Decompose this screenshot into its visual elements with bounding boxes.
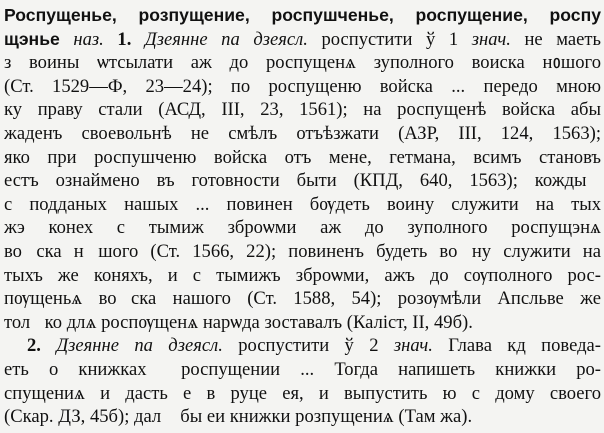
entry-text-line: толᷤко длѧ роспѹщенѧ нарѡда зоставалъ (Каліст, II, 49б). (4, 311, 473, 333)
sense-verb: роспустити (238, 335, 330, 357)
entry-text-line: ку праву стали (АСД, III, 23, 1561); на роспущенѣ войска абы (4, 99, 601, 121)
entry-text-line: пѹщеньѧ воᷤска нашого (Ст. 1588, 54); розѹмѣли Апсльве же (4, 288, 601, 310)
meaning-label: знач. (471, 28, 511, 50)
entry-text-line: (Скар. ДЗ, 45б); далᷤ бы еи книжки розпущениѧ (Там жа). (4, 406, 473, 428)
entry-text-line: с подданых нашых ... повинен бѹдеть воину служити на тых (4, 193, 601, 215)
dictionary-entry (4, 4, 601, 429)
sense-2-line (4, 334, 601, 358)
sense-number: 2. (27, 335, 41, 357)
sense-label: Дзеянне па дзеясл. (144, 28, 308, 50)
headword-line: Роспущенье, розпущение, роспушченье, роспущение, роспу (4, 5, 601, 25)
sense-verb: роспустити (321, 28, 413, 50)
entry-text-line: жэ конех с тымиж зброѡми аж до зуполного роспущэнѧ (4, 217, 601, 239)
entry-text-line: з воины ѡтсылати аж до роспущенѧ зуполного воиска нᲂшого (4, 52, 601, 74)
grammar-label: наз. (73, 28, 104, 50)
sense-text: не маеть (524, 28, 601, 50)
sense-verb-ref: ў 2 (344, 335, 379, 357)
sense-label: Дзеянне па дзеясл. (56, 335, 223, 357)
entry-text-line: яко при роспушченю войска отъ мене, гетмана, всимъ становъ (4, 146, 601, 168)
entry-text-line: (Ст. 1529—Ф, 23—24); по роспущеню войска ... передо мною (4, 75, 601, 97)
entry-text-line: естъ ознаймено въ готовности быти (КПД, 640, 1563); кождыᷤ (4, 170, 601, 192)
entry-text-line: жаденъ своевольнѣ не смѣлъ отъѣзжати (АЗР, III, 124, 1563); (4, 122, 601, 144)
sense-text: Глава кд поведа- (448, 335, 601, 357)
entry-text-line: воᷤска нᲂшого (Ст. 1566, 22); повиненъ будеть воᷤну служити на (4, 240, 601, 262)
headword-end: щэнье (4, 28, 60, 49)
entry-text-line: спущениѧ и дасть е в руце ея, и выпустить ю с дому своего (4, 382, 601, 404)
sense-verb-ref: ў 1 (426, 28, 459, 50)
entry-text-line: тыхъ же коняхъ, и с тымижъ зброѡми, ажъ до сѹполного рос- (4, 264, 601, 286)
meaning-label: знач. (393, 335, 433, 357)
headword-continuation-line (4, 28, 601, 52)
sense-number: 1. (117, 28, 132, 50)
entry-text-line: еть о книжкахᷤ роспущении ... Тогда напишеть книжки ро- (4, 358, 601, 380)
